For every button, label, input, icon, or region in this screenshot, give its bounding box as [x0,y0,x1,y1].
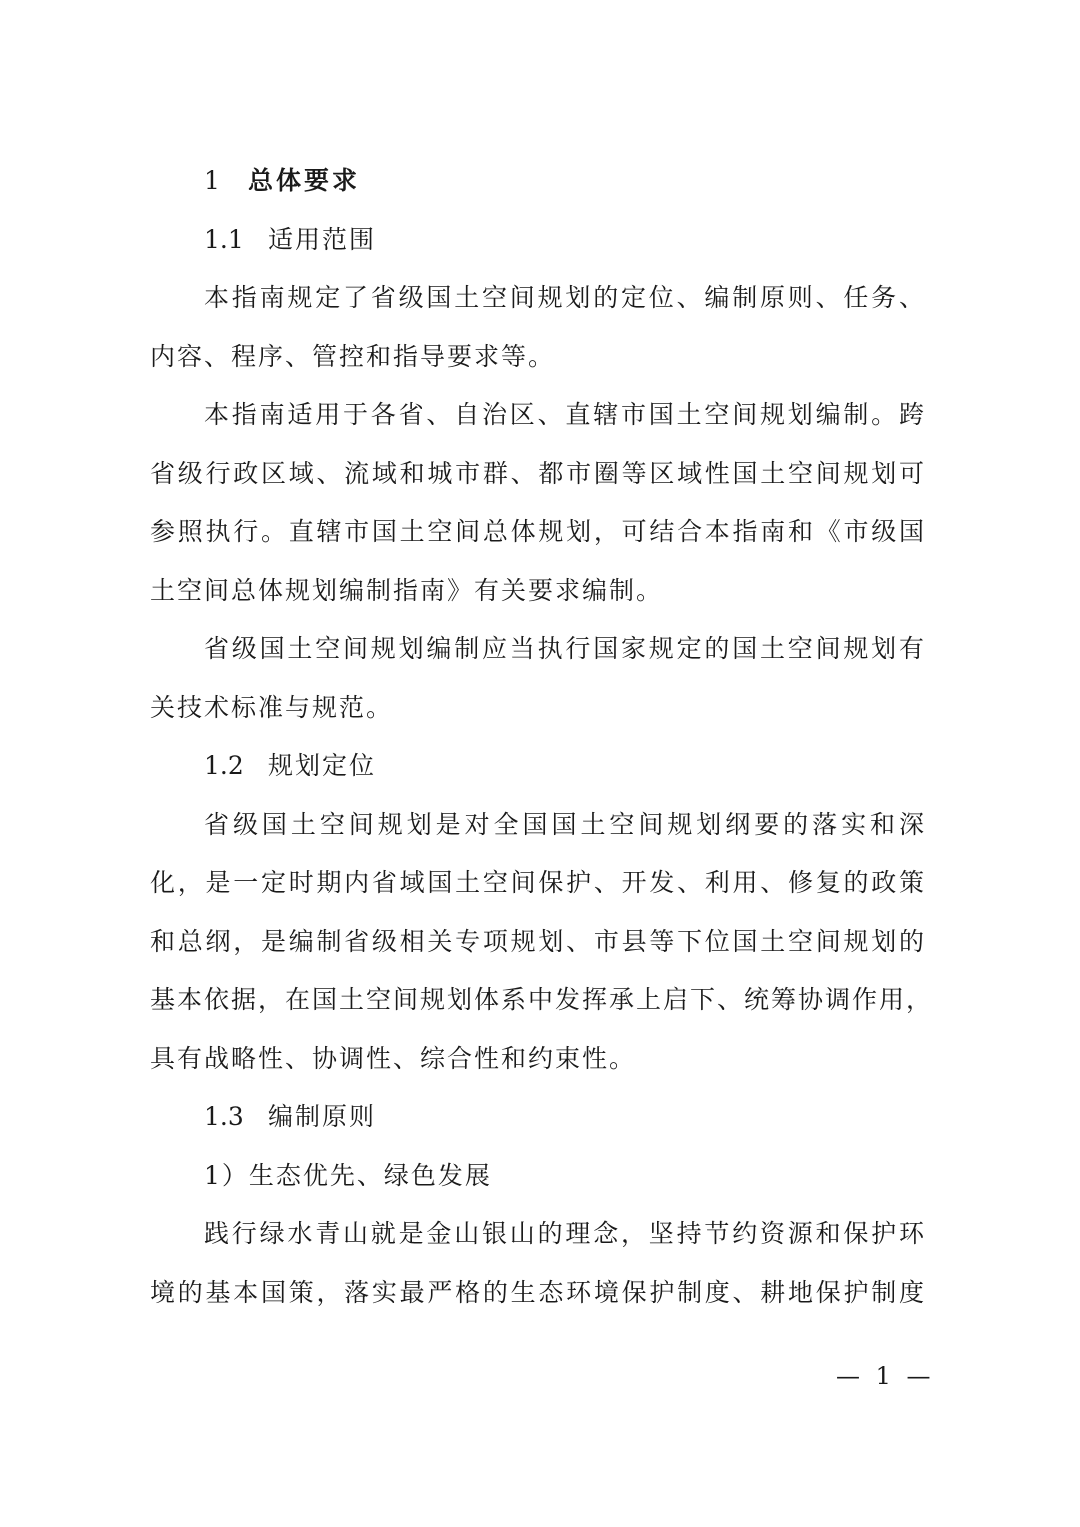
subsection-number: 1.2 [204,751,244,780]
subsection-title: 规划定位 [268,751,377,780]
paragraph-line: 本指南适用于各省、自治区、直辖市国土空间规划编制。跨 [204,400,926,429]
paragraph [150,1205,926,1322]
paragraph-line: 省级国土空间规划是对全国国土空间规划纲要的落实和深 [204,809,926,839]
principle-heading: 1）生态优先、绿色发展 [204,1160,492,1190]
section-title: 总体要求 [248,166,361,195]
subsection-heading [150,211,926,270]
subsection-heading [150,737,926,796]
paragraph [150,269,926,386]
subsection-number: 1.3 [204,1102,244,1131]
paragraph [150,796,934,1089]
document-body [150,152,934,1322]
paragraph-line: 内容、程序、管控和指导要求等。 [150,341,556,371]
paragraph-line: 境的基本国策，落实最严格的生态环境保护制度、耕地保护制度 [150,1277,926,1307]
paragraph-line: 具有战略性、协调性、综合性和约束性。 [150,1043,637,1073]
paragraph-line: 省级行政区域、流域和城市群、都市圈等区域性国土空间规划可 [150,458,926,488]
page-number: — 1 — [836,1362,935,1390]
section-number: 1 [204,166,223,195]
paragraph-line: 土空间总体规划编制指南》有关要求编制。 [150,575,664,605]
paragraph-line: 本指南规定了省级国土空间规划的定位、编制原则、任务、 [204,283,926,312]
paragraph-line: 关技术标准与规范。 [150,692,394,722]
paragraph [150,386,926,620]
paragraph-line: 化，是一定时期内省域国土空间保护、开发、利用、修复的政策 [150,868,926,897]
paragraph-line: 践行绿水青山就是金山银山的理念，坚持节约资源和保护环 [204,1219,926,1248]
paragraph-line: 和总纲，是编制省级相关专项规划、市县等下位国土空间规划的 [150,926,926,956]
subsection-number: 1.1 [204,224,244,254]
subsection-heading [150,1088,926,1147]
paragraph [150,620,926,737]
paragraph-line: 参照执行。直辖市国土空间总体规划，可结合本指南和《市级国 [150,517,926,546]
paragraph-line: 基本依据，在国土空间规划体系中发挥承上启下、统筹协调作用， [150,985,934,1014]
paragraph-line: 省级国土空间规划编制应当执行国家规定的国土空间规划有 [204,634,926,663]
section-heading [150,152,926,211]
subsection-title: 适用范围 [268,224,377,254]
subsection-title: 编制原则 [268,1102,377,1131]
